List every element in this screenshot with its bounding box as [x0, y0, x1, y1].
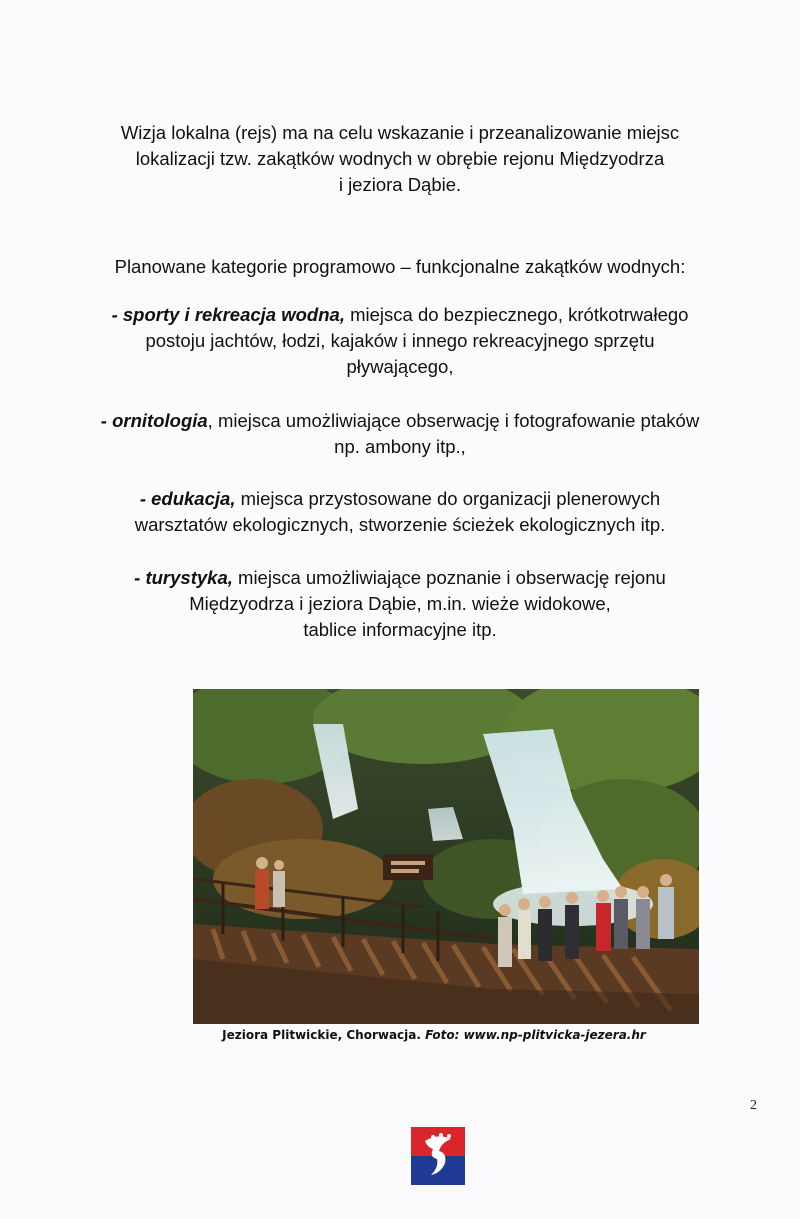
category-name: - edukacja, [139, 488, 236, 509]
category-education: - edukacja, miejsca przystosowane do organizacji plenerowych warsztatów ekologicznych, stworzenie ścieżek ekologicznych itp. [0, 486, 800, 538]
categories-heading: Planowane kategorie programowo – funkcjonalne zakątków wodnych: [114, 256, 686, 277]
waterfall-photo [193, 689, 699, 1024]
category-first-line: - turystyka, miejsca umożliwiające poznanie i obserwację rejonu [134, 567, 666, 588]
category-name: - sporty i rekreacja wodna, [111, 304, 345, 325]
category-ornithology: - ornitologia, miejsca umożliwiające obserwację i fotografowanie ptaków np. ambony itp., [0, 408, 800, 460]
category-name: - turystyka, [134, 567, 233, 588]
category-tourism: - turystyka, miejsca umożliwiające poznanie i obserwację rejonu Międzyodrza i jeziora Dąbie, m.in. wieże widokowe, tablice informacyjne itp. [0, 565, 800, 643]
city-logo-icon [411, 1127, 465, 1185]
category-sports: - sporty i rekreacja wodna, miejsca do bezpiecznego, krótkotrwałego postoju jachtów, łodzi, kajaków i innego rekreacyjnego sprzętu pływającego, [0, 302, 800, 380]
page-number: 2 [750, 1098, 757, 1113]
intro-paragraph [0, 120, 800, 198]
waterfall-photo-illustration [193, 689, 699, 1024]
category-first-line: - sporty i rekreacja wodna, miejsca do bezpiecznego, krótkotrwałego [111, 304, 689, 325]
category-first-line: - edukacja, miejsca przystosowane do organizacji plenerowych [139, 488, 661, 509]
category-name: - ornitologia [100, 410, 208, 431]
photo-caption: Jeziora Plitwickie, Chorwacja. Foto: www.np-plitvicka-jezera.hr [222, 1028, 646, 1042]
category-first-line: - ornitologia, miejsca umożliwiające obserwację i fotografowanie ptaków [100, 410, 700, 431]
intro-line: lokalizacji tzw. zakątków wodnych w obrębie rejonu Międzyodrza [135, 148, 665, 169]
intro-line: i jeziora Dąbie. [338, 174, 462, 195]
photo-credit: Foto: www.np-plitvicka-jezera.hr [425, 1028, 646, 1042]
intro-line: Wizja lokalna (rejs) ma na celu wskazanie i przeanalizowanie miejsc [120, 122, 680, 143]
